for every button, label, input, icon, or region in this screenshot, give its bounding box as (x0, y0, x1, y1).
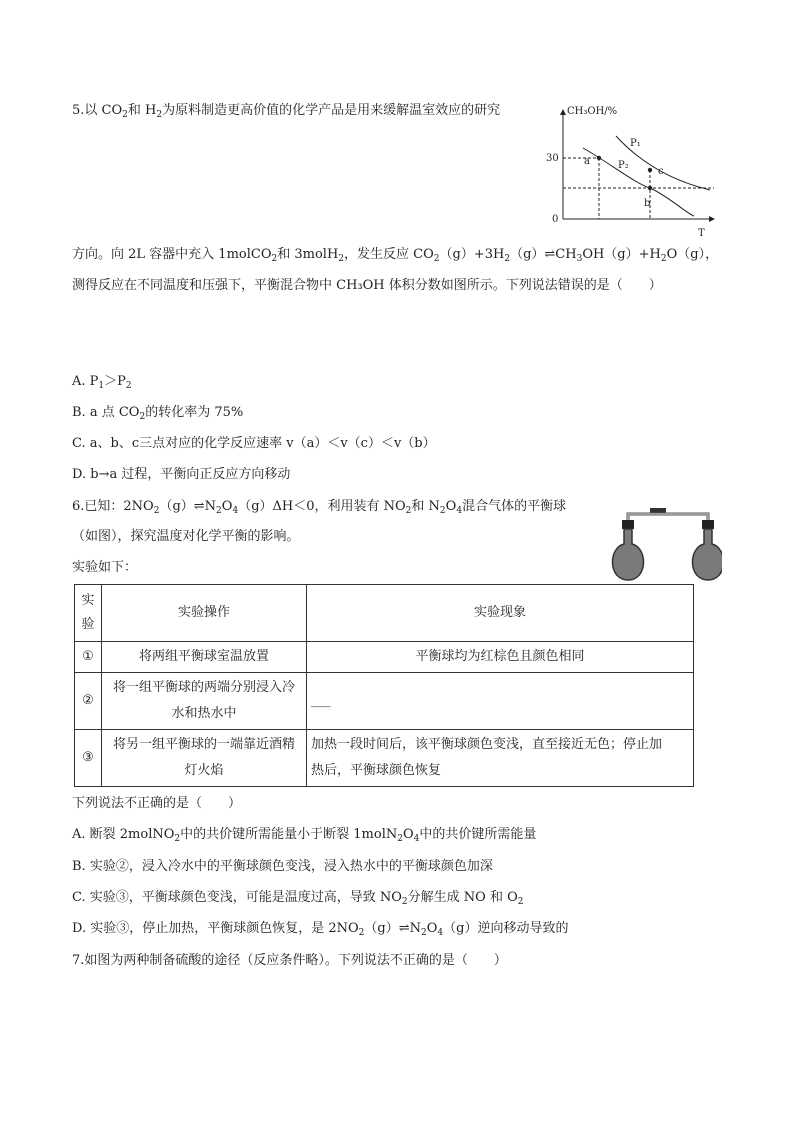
table-row (75, 673, 694, 730)
row1-obs: 平衡球均为红棕色且颜色相同 (307, 642, 694, 673)
q5-ch3oh-graph (538, 98, 718, 240)
q6-option-a[interactable]: A. 断裂 2molNO$_2$中的共价键所需能量小于断裂 $1molN_2O_4$中的共价键所需能量 (72, 827, 537, 844)
point-a-label: a (584, 156, 590, 167)
q6-stem-line3: 实验如下： (72, 560, 138, 575)
row2-obs-blank[interactable]: ___ (307, 673, 694, 730)
q5-option-d[interactable]: D. b→a 过程，平衡向正反应方向移动 (72, 467, 291, 482)
table-header-row (75, 585, 694, 642)
equilibrium-ball-apparatus (606, 500, 722, 582)
left-flask (612, 529, 643, 580)
header-exp-1: 实 (81, 593, 95, 608)
q5-option-a[interactable]: A. $P_1>P_2$ (72, 374, 132, 391)
y-axis-label: CH₃OH/% (567, 106, 618, 117)
q6-stem-line2: （如图），探究温度对化学平衡的影响。 (72, 529, 300, 544)
q5-stem-line2: 方向。向 2L 容器中充入 1molCO$_2$和 3molH$_2$，发生反应 $CO_2(g)+3H_2(g)\rightleftharpoons CH_3OH(g)+H_2O(g)$， (72, 247, 719, 264)
point-c (648, 168, 652, 172)
header-exp-2: 验 (81, 617, 95, 632)
q6-option-d[interactable]: D. 实验③，停止加热，平衡球颜色恢复，是 $2NO_2(g)\rightleftharpoons N_2O_4(g)$逆向移动导致的 (72, 921, 569, 938)
right-flask (692, 529, 722, 580)
q5-stem-line1: 5.以 $CO_2$和 $H_2$为原料制造更高价值的化学产品是用来缓解温室效应的研究 (72, 103, 501, 120)
tube (628, 514, 708, 524)
row2-no: ② (75, 673, 102, 730)
q6-option-c[interactable]: C. 实验③，平衡球颜色变浅，可能是温度过高，导致 $NO_2$分解生成 NO 和 $O_2$ (72, 890, 524, 907)
x-axis-label: T (698, 228, 705, 239)
point-b (648, 186, 652, 190)
q5-stem-line3: 测得反应在不同温度和压强下，平衡混合物中 CH₃OH 体积分数如图所示。下列说法错误的是（ ） (72, 278, 662, 293)
point-c-label: c (658, 166, 664, 177)
q5-option-b[interactable]: B. a 点 $CO_2$的转化率为 75% (72, 405, 244, 422)
table-row (75, 642, 694, 673)
row2-op-2: 水和热水中 (171, 706, 237, 721)
row1-op: 将两组平衡球室温放置 (102, 642, 307, 673)
curve-p1-label: P₁ (630, 138, 641, 149)
header-operation: 实验操作 (102, 585, 307, 642)
origin-label: 0 (552, 214, 559, 225)
q6-question: 下列说法不正确的是（ ） (72, 796, 242, 811)
row1-no: ① (75, 642, 102, 673)
row3-obs-1: 加热一段时间后，该平衡球颜色变浅，直至接近无色；停止加 (311, 737, 663, 752)
point-a (597, 156, 601, 160)
row3-obs-2: 热后，平衡球颜色恢复 (311, 763, 442, 778)
right-stopper (702, 520, 714, 529)
header-observation: 实验现象 (307, 585, 694, 642)
q6-option-b[interactable]: B. 实验②，浸入冷水中的平衡球颜色变浅，浸入热水中的平衡球颜色加深 (72, 859, 493, 874)
q6-experiment-table (74, 584, 694, 787)
row3-no: ③ (75, 730, 102, 787)
left-stopper (622, 520, 634, 529)
q7-stem-line1: 7.如图为两种制备硫酸的途径（反应条件略）。下列说法不正确的是（ ） (72, 953, 507, 968)
row2-op-1: 将一组平衡球的两端分别浸入冷 (112, 680, 295, 695)
table-row (75, 730, 694, 787)
q5-option-c[interactable]: C. a、b、c三点对应的化学反应速率 v（a）＜v（c）＜v（b） (72, 436, 436, 451)
curve-p2-label: P₂ (618, 160, 629, 171)
row3-op-2: 灯火焰 (184, 763, 224, 778)
row3-op-1: 将另一组平衡球的一端靠近酒精 (112, 737, 295, 752)
q6-stem-line1: 6.已知：$2NO_2(g)\rightleftharpoons N_2O_4(g)\Delta H<0$，利用装有 $NO_2$和 $N_2O_4$混合气体的平衡球 (72, 499, 567, 516)
y-tick-30: 30 (546, 153, 559, 164)
point-b-label: b (644, 198, 651, 209)
